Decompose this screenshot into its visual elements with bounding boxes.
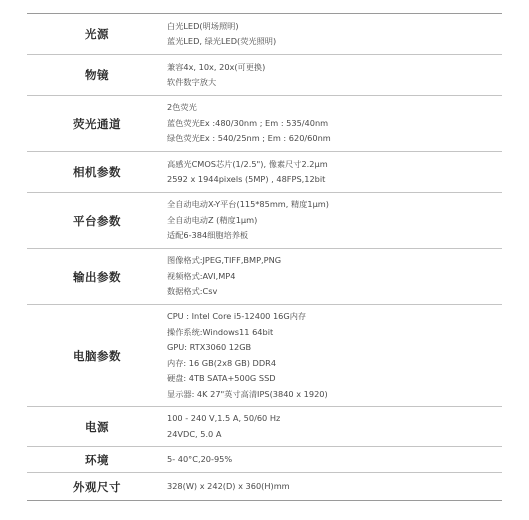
spec-value-line: 操作系统:Windows11 64bit [167, 326, 274, 337]
spec-values [167, 411, 502, 442]
spec-table [27, 13, 502, 501]
spec-value-line: 全自动电动X-Y平台(115*85mm, 精度1μm) [167, 199, 329, 210]
spec-value-line: 24VDC, 5.0 A [167, 428, 222, 439]
spec-row-stage [27, 193, 502, 249]
spec-value-line: 硬盘: 4TB SATA+500G SSD [167, 373, 276, 383]
spec-value-line: 适配6-384细胞培养板 [167, 230, 249, 241]
spec-value-line: 内存: 16 GB(2x8 GB) DDR4 [167, 357, 277, 368]
spec-value-line: 绿色荧光Ex : 540/25nm ; Em : 620/60nm [167, 133, 331, 144]
spec-row-power [27, 407, 502, 447]
spec-label: 物镜 [85, 68, 109, 82]
spec-value-line: 高感光CMOS芯片(1/2.5"), 像素尺寸2.2μm [167, 158, 328, 169]
spec-values [167, 452, 502, 468]
spec-values [167, 309, 502, 402]
spec-value-line: 兼容4x, 10x, 20x(可更换) [167, 61, 266, 72]
spec-value-line: 图像格式:JPEG,TIFF,BMP,PNG [167, 255, 282, 266]
spec-value-line: 白光LED(明场照明) [167, 20, 239, 31]
spec-label: 电源 [85, 419, 109, 434]
spec-value-line: 2592 x 1944pixels (5MP) , 48FPS,12bit [167, 174, 326, 184]
spec-label: 外观尺寸 [73, 479, 121, 494]
spec-value-line: 蓝光LED, 绿光LED(荧光照明) [167, 36, 277, 46]
spec-value-line: 视频格式:AVI,MP4 [167, 270, 236, 281]
spec-value-line: 软件数字放大 [167, 77, 217, 87]
spec-value-line: 100 - 240 V,1.5 A, 50/60 Hz [167, 413, 281, 423]
spec-label: 电脑参数 [73, 348, 121, 363]
spec-label: 平台参数 [73, 213, 121, 228]
spec-label: 荧光通道 [73, 116, 121, 131]
spec-row-dimensions [27, 473, 502, 501]
spec-row-fluorescence-channel [27, 96, 502, 152]
spec-label: 环境 [85, 452, 109, 467]
spec-value-line: 5- 40°C,20-95% [167, 453, 233, 464]
spec-value-line: 蓝色荧光Ex :480/30nm ; Em : 535/40nm [167, 117, 329, 128]
spec-value-line: GPU: RTX3060 12GB [167, 342, 252, 352]
spec-row-computer [27, 305, 502, 407]
spec-values [167, 197, 502, 244]
spec-label: 输出参数 [73, 269, 121, 284]
spec-values [167, 100, 502, 147]
spec-row-light-source [27, 14, 502, 55]
spec-value-line: 数据格式:Csv [167, 286, 218, 297]
spec-row-output [27, 249, 502, 305]
spec-values [167, 60, 502, 91]
spec-value-line: 2色荧光 [167, 102, 197, 113]
spec-row-objective [27, 55, 502, 96]
spec-value-line: 显示器: 4K 27"英寸高清IPS(3840 x 1920) [167, 388, 328, 399]
spec-values [167, 157, 502, 188]
spec-label: 相机参数 [73, 165, 121, 179]
spec-row-camera [27, 152, 502, 193]
spec-row-environment [27, 447, 502, 473]
spec-label: 光源 [85, 27, 109, 41]
spec-value-line: 全自动电动Z (精度1μm) [167, 214, 258, 225]
spec-value-line: 328(W) x 242(D) x 360(H)mm [167, 480, 290, 491]
spec-values [167, 253, 502, 300]
spec-values [167, 19, 502, 50]
spec-value-line: CPU : Intel Core i5-12400 16G内存 [167, 311, 307, 321]
spec-values [167, 479, 502, 495]
